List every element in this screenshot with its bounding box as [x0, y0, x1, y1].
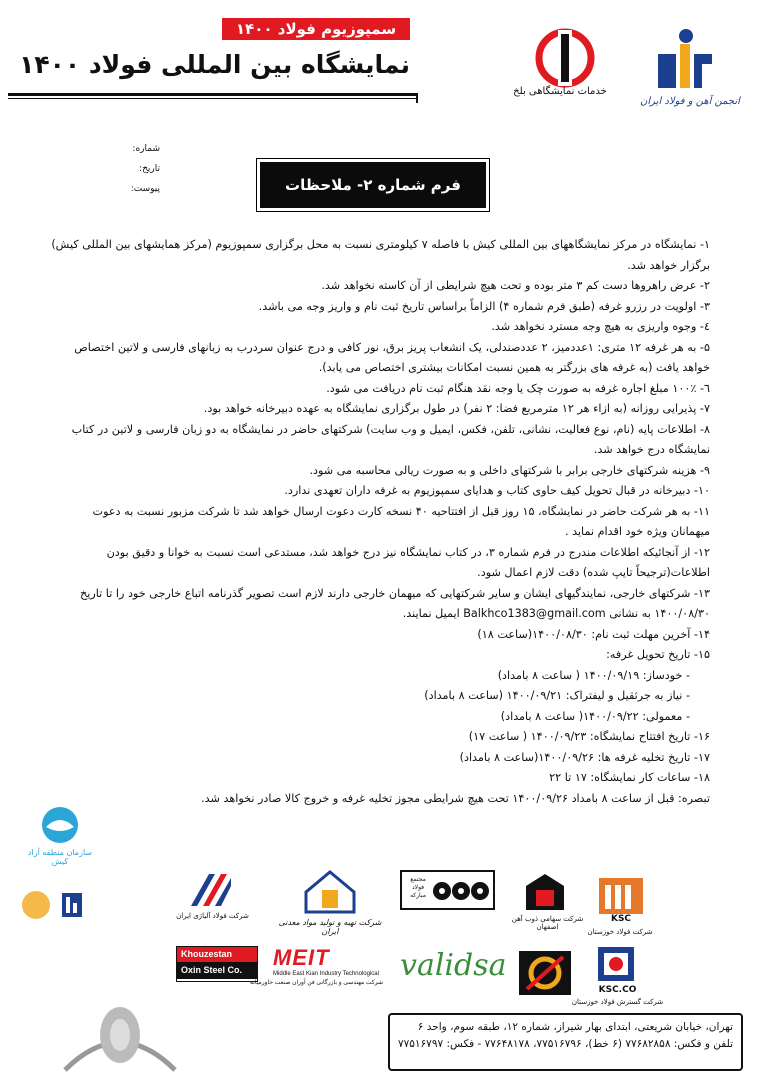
- ksc-co-caption: شرکت گسترش فولاد خوزستان: [571, 998, 664, 1006]
- kish-caption: سازمان منطقه آزاد کیش: [27, 848, 93, 866]
- header-rule-thin: [8, 98, 416, 99]
- form-title: فرم شماره ۲- ملاحظات: [260, 162, 486, 208]
- address-line: تهران، خیابان شریعتی، ابتدای بهار شیراز، شماره ۱۲، طبقه سوم، واحد ۶: [417, 1021, 733, 1033]
- iran-steel-association-logo-icon: [650, 24, 720, 94]
- list-item: ۱۱- به هر شرکت حاضر در نمایشگاه، ۱۵ روز قبل از افتتاحیه ۴۰ نسخه کارت دعوت ارسال خواهد شد تا شرکت مزبور نسبت به دعوت میهمانان ویژه خود اقدام نماید .: [92, 504, 710, 538]
- list-item: ۱- نمایشگاه در مرکز نمایشگاههای بین المللی کیش با فاصله ۷ کیلومتری نسبت به محل برگزاری سمپوزیوم (مرکز همایشهای بین المللی کیش) برگزار خواهد شد.: [51, 238, 710, 272]
- alloy-steel-logo-icon: [185, 870, 235, 910]
- esfahan-caption: شرکت سهامی ذوب آهن اصفهان: [511, 915, 584, 931]
- phone-line: تلفن و فکس: ۷۷۶۸۲۸۵۸ (۶ خط)، ۷۷۵۱۶۷۹۶، ۷۷۶۴۸۱۷۸ - فکس: ۷۷۵۱۶۷۹۷: [397, 1038, 733, 1050]
- ksc-caption: شرکت فولاد خوزستان: [587, 928, 653, 936]
- list-item: ۱۶- تاریخ افتتاح نمایشگاه: ۱۴۰۰/۰۹/۲۳ ( ساعت ۱۷): [468, 730, 710, 743]
- note-item: تبصره: قبل از ساعت ۸ بامداد ۱۴۰۰/۰۹/۲۶ تحت هیچ شرایطی مجوز تخلیه غرفه و خروج کالا صادر نخواهد شد.: [201, 791, 710, 805]
- oxin-steel-logo: [176, 946, 258, 982]
- mobarakeh-mark-icon: [432, 878, 490, 904]
- delivery-item: - معمولی: ۱۴۰۰/۰۹/۲۲( ساعت ۸ بامداد): [500, 709, 690, 723]
- header-rule-end: [416, 93, 418, 103]
- met-caption: شرکت مهندسی و بازرگانی فن آوران صنعت خاورمیانه: [249, 980, 383, 986]
- chart-logo-icon: [18, 885, 88, 925]
- kish-free-zone-logo-icon: [40, 805, 80, 845]
- balkh-logo-icon: [530, 28, 600, 88]
- impasco-caption: شرکت تهیه و تولید مواد معدنی ایران: [278, 918, 382, 936]
- alloy-caption: شرکت فولاد آلیاژی ایران: [176, 912, 249, 920]
- logo2-caption: انجمن آهن و فولاد ایران: [640, 96, 740, 107]
- list-item: ۱۲- از آنجائیکه اطلاعات مندرج در فرم شماره ۳، در کتاب نمایشگاه نیز درج خواهد شد، مستدعی است نسبت به خوانا و دقیق بودن اطلاعات(ترجیحاً تایپ شده) دقت لازم اعمال شود.: [106, 545, 710, 579]
- ksc-co-text: KSC.CO: [598, 985, 637, 995]
- esfahan-steel-logo-icon: [520, 870, 570, 915]
- attachment-label: پیوست:: [130, 184, 160, 194]
- number-label: شماره:: [132, 144, 160, 154]
- delivery-item: - نیاز به جرثقیل و لیفتراک: ۱۴۰۰/۰۹/۲۱ (ساعت ۸ بامداد): [424, 689, 690, 702]
- gear-logo-icon: [515, 945, 575, 1000]
- mobarakeh-logo: [400, 870, 495, 910]
- list-item: ۵- به هر غرفه ۱۲ متری: ۱عددمیز، ۲ عددصندلی، یک انشعاب پریز برق، نور کافی و درج عنوان سردرب به زبانهای فارسی و لاتین اختصاص خواهد یافت (به غرفه های بزرگتر به همین نسبت امکانات بیشتری اختصاص می یابد).: [74, 340, 710, 374]
- validsa-logo: validsa: [400, 948, 507, 983]
- date-label: تاریخ:: [139, 164, 160, 174]
- met-line: Middle East Kian Industry Technological: [273, 971, 379, 977]
- logo1-caption: خدمات نمایشگاهی بلخ: [513, 86, 607, 97]
- impasco-logo-icon: [300, 868, 360, 916]
- list-item: ۱۴- آخرین مهلت ثبت نام: ۱۴۰۰/۰۸/۳۰(ساعت ۱۸): [477, 627, 710, 641]
- symposium-label: سمپوزیوم فولاد ۱۴۰۰: [222, 18, 410, 40]
- page-title: نمایشگاه بین المللی فولاد ۱۴۰۰: [19, 50, 410, 79]
- oxin-bottom: Oxin Steel Co.: [177, 962, 257, 979]
- remarks-list: [50, 235, 710, 809]
- met-logo: [249, 945, 383, 986]
- list-item: ٤- وجوه واریزی به هیچ وجه مسترد نخواهد شد.: [491, 320, 710, 333]
- list-item: ۱۳- شرکتهای خارجی، نمایندگیهای ایشان و سایر شرکتهایی که میهمان خارجی دارند لازم است تصویر گذرنامه اتباع خارجی خود را تا تاریخ ۱۴۰۰/۰۸/۳۰ به نشانی Balkhco1383@gmail.com ایمیل نمایند.: [79, 586, 710, 620]
- ksc-text: KSC: [610, 914, 632, 924]
- ksc-co-logo-icon: [596, 945, 636, 983]
- list-item: ٦- ۱۰۰٪ مبلغ اجاره غرفه به صورت چک یا وجه نقد هنگام ثبت نام دریافت می شود.: [326, 381, 710, 395]
- list-item: ۲- عرض راهروها دست کم ۳ متر بوده و تحت هیچ شرایطی از آن کاسته نخواهد شد.: [321, 279, 710, 292]
- mobarakeh-caption: مجتمع فولاد مبارکه: [410, 876, 426, 899]
- list-item: ۱۸- ساعات کار نمایشگاه: ۱۷ تا ۲۲: [549, 771, 710, 784]
- oxin-top: Khouzestan: [177, 947, 257, 962]
- list-item: ۱۷- تاریخ تخلیه غرفه ها: ۱۴۰۰/۰۹/۲۶(ساعت ۸ بامداد): [459, 750, 710, 764]
- list-item: ۱۰- دبیرخانه در قبال تحویل کیف حاوی کتاب و هدایای سمپوزیوم به غرفه داران تعهدی ندارد.: [284, 484, 710, 497]
- met-logo-text: MEIT: [273, 945, 330, 970]
- list-item: ۳- اولویت در رزرو غرفه (طبق فرم شماره ۴) الزاماً براساس تاریخ ثبت نام و واریز وجه می باشد.: [258, 299, 710, 313]
- seal-logo-icon: [55, 995, 185, 1080]
- header-rule: [8, 93, 416, 96]
- list-item: ۱۵- تاریخ تحویل غرفه:: [606, 648, 710, 661]
- address-box: [388, 1013, 743, 1071]
- list-item: ۹- هزینه شرکتهای خارجی برابر با شرکتهای داخلی و به صورت ریالی محاسبه می شود.: [309, 463, 710, 477]
- list-item: ۷- پذیرایی روزانه (به ازاء هر ۱۲ مترمربع فضا: ۲ نفر) در طول برگزاری نمایشگاه به عهده دبیرخانه خواهد بود.: [203, 402, 710, 415]
- list-item: ۸- اطلاعات پایه (نام، نوع فعالیت، نشانی، تلفن، فکس، ایمیل و وب سایت) شرکتهای حاضر در نمایشگاه به دو زبان فارسی و لاتین در کتاب نمایشگاه درج خواهد شد.: [71, 422, 710, 456]
- delivery-item: - خودساز: ۱۴۰۰/۰۹/۱۹ ( ساعت ۸ بامداد): [497, 668, 690, 682]
